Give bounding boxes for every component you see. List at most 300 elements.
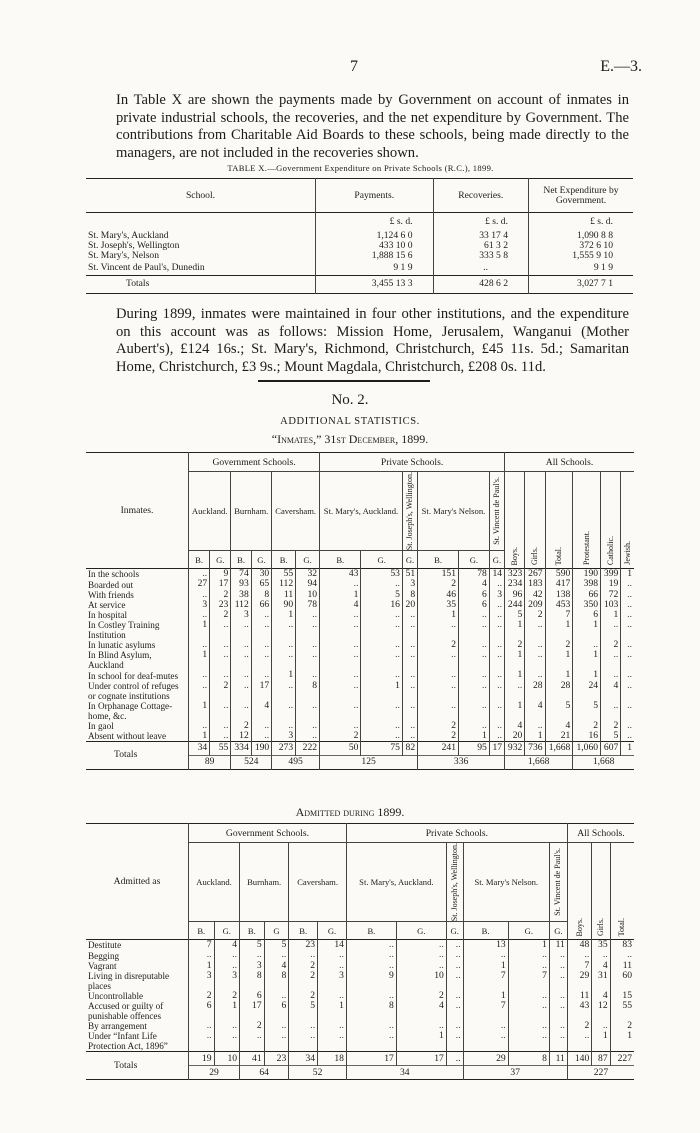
- cell-value: ..: [396, 1021, 446, 1031]
- school-header: Caversham.: [297, 877, 338, 888]
- row-label: Under “Infant Life Protection Act, 1896”: [88, 1031, 168, 1052]
- cell-value: ..: [346, 991, 396, 1001]
- cell-value: ..: [573, 640, 601, 650]
- sex-subheader: B.: [231, 551, 251, 569]
- cell-value: 3: [189, 600, 210, 610]
- cell-value: 3: [240, 961, 265, 971]
- cell-value: ..: [402, 650, 417, 670]
- cell-value: ..: [251, 620, 271, 640]
- cell-value: ..: [525, 640, 545, 650]
- cell-value: ..: [189, 721, 210, 731]
- cell-value: 7: [567, 961, 591, 971]
- sex-subheader: G.: [549, 922, 567, 940]
- cell-value: ..: [210, 670, 231, 680]
- cell-value: ..: [251, 650, 271, 670]
- cell-value: 2: [210, 610, 231, 620]
- cell-value: ..: [214, 961, 240, 971]
- totals-row: [86, 742, 634, 756]
- cell-value: 31: [592, 971, 610, 991]
- cell-value: ..: [264, 950, 289, 960]
- total-value: 17: [489, 742, 504, 756]
- table-row: [86, 721, 634, 731]
- cell-value: ..: [361, 731, 402, 742]
- sex-subheader: B.: [272, 551, 296, 569]
- cell-value: 35: [592, 940, 610, 951]
- cell-value: 78: [296, 600, 320, 610]
- school-name: St. Mary's, Nelson: [88, 249, 160, 261]
- row-label: Absent without leave: [88, 730, 167, 741]
- cell-value: 10: [396, 971, 446, 991]
- cell-value: 1: [610, 1031, 634, 1052]
- cell-value: 6: [264, 1001, 289, 1021]
- total-value: 50: [320, 742, 361, 756]
- cell-value: 27: [189, 579, 210, 589]
- total-value: 8: [508, 1052, 549, 1066]
- cell-value: 190: [573, 569, 601, 580]
- combined-total: 1,668: [505, 756, 573, 770]
- school-header: St. Mary's, Auckland.: [359, 877, 434, 888]
- cell-value: ..: [214, 1031, 240, 1052]
- cell-value: ..: [189, 950, 215, 960]
- group-private: Private Schools.: [346, 824, 567, 843]
- cell-value: ..: [446, 940, 463, 951]
- cell-value: 14: [318, 940, 347, 951]
- combined-total: 37: [463, 1066, 567, 1080]
- total-value: 29: [463, 1052, 508, 1066]
- cell-value: 8: [402, 590, 417, 600]
- cell-value: 28: [545, 681, 573, 701]
- total-value: ..: [446, 1052, 463, 1066]
- cell-value: ..: [396, 940, 446, 951]
- cell-value: ..: [402, 620, 417, 640]
- cell-value: 244: [505, 600, 525, 610]
- cell-value: ..: [210, 640, 231, 650]
- sex-subheader: B.: [189, 551, 210, 569]
- combined-total: 227: [567, 1066, 634, 1080]
- cell-value: 17: [251, 681, 271, 701]
- cell-value: ..: [402, 670, 417, 680]
- cell-value: ..: [320, 681, 361, 701]
- cell-value: 2: [289, 991, 318, 1001]
- cell-value: 398: [573, 579, 601, 589]
- cell-value: ..: [396, 961, 446, 971]
- cell-value: 42: [525, 590, 545, 600]
- table-row: [86, 261, 633, 275]
- cell-value: 48: [567, 940, 591, 951]
- cell-value: ..: [231, 650, 251, 670]
- row-label: In hospital: [88, 610, 128, 621]
- cell-value: ..: [272, 701, 296, 721]
- cell-value: 350: [573, 600, 601, 610]
- cell-value: ..: [592, 1021, 610, 1031]
- cell-value: ..: [610, 950, 634, 960]
- table-row: [86, 701, 634, 721]
- cell-value: 1: [573, 670, 601, 680]
- cell-value: 2: [567, 1021, 591, 1031]
- cell-value: 5: [505, 610, 525, 620]
- cell-value: ..: [320, 610, 361, 620]
- cell-value: ..: [264, 1021, 289, 1031]
- cell-value: ..: [320, 721, 361, 731]
- cell-value: ..: [446, 1031, 463, 1052]
- row-label: By arrangement: [88, 1021, 147, 1032]
- cell-value: ..: [463, 1021, 508, 1031]
- cell-value: 19: [601, 579, 621, 589]
- col-recoveries: Recoveries.: [433, 179, 528, 213]
- table-row: [86, 950, 634, 960]
- cell-value: ..: [418, 701, 459, 721]
- sex-subheader: G.: [508, 922, 549, 940]
- cell-value: 12: [592, 1001, 610, 1021]
- cell-value: ..: [320, 670, 361, 680]
- cell-value: 24: [573, 681, 601, 701]
- recoveries-value: 61 3 2: [433, 241, 528, 251]
- cell-value: ..: [346, 961, 396, 971]
- school-header: St. Vincent de Paul's.: [491, 477, 501, 545]
- cell-value: 1: [318, 1001, 347, 1021]
- all-subheader: Girls.: [529, 547, 539, 566]
- school-name: St. Vincent de Paul's, Dunedin: [88, 261, 205, 273]
- cell-value: ..: [320, 650, 361, 670]
- school-header: St. Mary's Nelson.: [421, 506, 486, 517]
- cell-value: ..: [296, 640, 320, 650]
- cell-value: ..: [189, 1031, 215, 1052]
- cell-value: 12: [231, 731, 251, 742]
- cell-value: ..: [459, 640, 490, 650]
- cell-value: 20: [505, 731, 525, 742]
- cell-value: ..: [459, 681, 490, 701]
- cell-value: 5: [289, 1001, 318, 1021]
- all-subheader: Catholic.: [605, 536, 615, 566]
- cell-value: ..: [361, 610, 402, 620]
- table-row: [86, 971, 634, 991]
- cell-value: 7: [463, 971, 508, 991]
- all-subheader: Boys.: [509, 546, 519, 566]
- combined-total: 52: [289, 1066, 347, 1080]
- cell-value: ..: [621, 681, 634, 701]
- net-total: 3,027 7 1: [529, 275, 634, 293]
- cell-value: ..: [402, 701, 417, 721]
- table-row: [86, 681, 634, 701]
- cell-value: 7: [545, 610, 573, 620]
- cell-value: ..: [446, 1021, 463, 1031]
- cell-value: ..: [508, 1031, 549, 1052]
- cell-value: 3: [402, 579, 417, 589]
- all-subheader: Jewish.: [622, 541, 632, 566]
- cell-value: ..: [621, 600, 634, 610]
- row-label: In the schools: [88, 569, 140, 580]
- row-label: In lunatic asylums: [88, 640, 156, 651]
- total-value: 19: [189, 1052, 215, 1066]
- cell-value: ..: [459, 701, 490, 721]
- cell-value: 151: [418, 569, 459, 580]
- totals-label: Totals: [114, 749, 138, 761]
- cell-value: 4: [251, 701, 271, 721]
- cell-value: 417: [545, 579, 573, 589]
- cell-value: 11: [567, 991, 591, 1001]
- cell-value: ..: [505, 681, 525, 701]
- cell-value: 17: [240, 1001, 265, 1021]
- table-row: [86, 1031, 634, 1052]
- cell-value: ..: [508, 1001, 549, 1021]
- cell-value: 453: [545, 600, 573, 610]
- cell-value: 1: [189, 731, 210, 742]
- cell-value: 1: [545, 650, 573, 670]
- sex-subheader: G: [264, 922, 289, 940]
- cell-value: 2: [289, 961, 318, 971]
- combined-total: 34: [346, 1066, 463, 1080]
- cell-value: ..: [508, 1021, 549, 1031]
- sex-subheader: G.: [489, 551, 504, 569]
- cell-value: 2: [231, 721, 251, 731]
- total-value: 75: [361, 742, 402, 756]
- cell-value: ..: [621, 721, 634, 731]
- cell-value: ..: [296, 620, 320, 640]
- cell-value: 1: [418, 610, 459, 620]
- school-name: St. Joseph's, Wellington: [88, 239, 180, 251]
- cell-value: ..: [508, 961, 549, 971]
- cell-value: 96: [505, 590, 525, 600]
- cell-value: 4: [601, 681, 621, 701]
- cell-value: 4: [459, 579, 490, 589]
- total-value: 17: [396, 1052, 446, 1066]
- total-value: 241: [418, 742, 459, 756]
- cell-value: ..: [489, 701, 504, 721]
- cell-value: 21: [545, 731, 573, 742]
- net-value: 9 1 9: [529, 261, 634, 275]
- all-subheader: Girls.: [595, 918, 605, 937]
- cell-value: 3: [272, 731, 296, 742]
- totals-row: [86, 1052, 634, 1066]
- cell-value: ..: [621, 731, 634, 742]
- cell-value: ..: [189, 681, 210, 701]
- cell-value: 234: [505, 579, 525, 589]
- cell-value: 2: [210, 681, 231, 701]
- cell-value: ..: [318, 991, 347, 1001]
- table-row: [86, 731, 634, 742]
- total-value: 11: [549, 1052, 567, 1066]
- cell-value: ..: [264, 1031, 289, 1052]
- cell-value: ..: [289, 1031, 318, 1052]
- cell-value: ..: [189, 569, 210, 580]
- cell-value: ..: [621, 620, 634, 640]
- section-divider: [258, 380, 430, 382]
- sex-subheader: G.: [296, 551, 320, 569]
- cell-value: 17: [210, 579, 231, 589]
- col-net: Net Expenditure by Government.: [529, 179, 634, 213]
- row-label: Destitute: [88, 940, 122, 951]
- cell-value: ..: [446, 991, 463, 1001]
- cell-value: 2: [505, 640, 525, 650]
- school-header: St. Mary's Nelson.: [474, 877, 539, 888]
- cell-value: 14: [489, 569, 504, 580]
- sex-subheader: G.: [396, 922, 446, 940]
- cell-value: ..: [214, 950, 240, 960]
- cell-value: 138: [545, 590, 573, 600]
- sex-subheader: G.: [251, 551, 271, 569]
- group-gov: Government Schools.: [189, 824, 347, 843]
- cell-value: 1: [463, 991, 508, 1001]
- cell-value: ..: [621, 640, 634, 650]
- cell-value: 53: [361, 569, 402, 580]
- cell-value: ..: [601, 701, 621, 721]
- total-value: 932: [505, 742, 525, 756]
- cell-value: ..: [601, 620, 621, 640]
- sex-subheader: B.: [418, 551, 459, 569]
- school-header: Burnham.: [234, 506, 269, 517]
- total-value: 1: [621, 742, 634, 756]
- cell-value: 2: [610, 1021, 634, 1031]
- inmates-caption: “Inmates,” 31st December, 1899.: [271, 432, 429, 446]
- row-label: Begging: [88, 950, 120, 961]
- cell-value: ..: [418, 620, 459, 640]
- school-header: Burnham.: [247, 877, 282, 888]
- cell-value: ..: [489, 640, 504, 650]
- cell-value: ..: [459, 670, 490, 680]
- table-row: [86, 251, 633, 261]
- cell-value: 6: [240, 991, 265, 1001]
- intro-text: In Table X are shown the payments made by Government on account of inmates in private industrial schools, the recoveries, and the net expenditure by Government. The contributions from Charitable Aid Boards to these schools, being made directly to the managers, are not included in the recoveries shown.: [116, 92, 629, 161]
- school-header: Auckland.: [196, 877, 232, 888]
- cell-value: ..: [549, 1001, 567, 1021]
- cell-value: ..: [296, 701, 320, 721]
- cell-value: ..: [189, 610, 210, 620]
- cell-value: ..: [621, 650, 634, 670]
- cell-value: ..: [459, 620, 490, 640]
- sex-subheader: B.: [320, 551, 361, 569]
- cell-value: ..: [567, 1031, 591, 1052]
- cell-value: ..: [459, 721, 490, 731]
- admitted-caption: Admitted during 1899.: [295, 805, 405, 819]
- cell-value: ..: [210, 620, 231, 640]
- cell-value: ..: [296, 610, 320, 620]
- table-row: [86, 1021, 634, 1031]
- cell-value: ..: [549, 1021, 567, 1031]
- row-label: Boarded out: [88, 579, 134, 590]
- cell-value: 78: [459, 569, 490, 580]
- cell-value: 1: [361, 681, 402, 701]
- combined-total: 336: [418, 756, 505, 770]
- cell-value: 1: [505, 701, 525, 721]
- payments-value: 9 1 9: [316, 261, 434, 275]
- cell-value: 8: [240, 971, 265, 991]
- cell-value: 32: [296, 569, 320, 580]
- school-header: St. Joseph's, Wellington.: [449, 843, 459, 922]
- cell-value: 5: [264, 940, 289, 951]
- cell-value: 2: [601, 640, 621, 650]
- cell-value: 323: [505, 569, 525, 580]
- school-header: Auckland.: [191, 506, 228, 517]
- cell-value: ..: [402, 640, 417, 650]
- cell-value: ..: [508, 991, 549, 1001]
- page-number: 7: [350, 58, 358, 75]
- cell-value: 83: [610, 940, 634, 951]
- cell-value: 38: [231, 590, 251, 600]
- cell-value: ..: [320, 620, 361, 640]
- table-row: [86, 991, 634, 1001]
- second-text: During 1899, inmates were maintained in four other institutions, and the expenditure on this account was as follows: Mission Home, Jerusalem, Wanganui (Mother Aubert's), £124 16s.; St. Mary's, Richmond, Christchurch, £45 11s. 5d.; Samaritan Home, Christchurch, £3 9s.; Mount Magdala, Christchurch, £208 0s. 11d.: [116, 306, 629, 375]
- cell-value: 2: [289, 971, 318, 991]
- table-row: [86, 640, 634, 650]
- cell-value: 1: [320, 590, 361, 600]
- cell-value: 4: [525, 701, 545, 721]
- all-subheader: Total.: [553, 546, 563, 566]
- recoveries-value: ..: [433, 261, 528, 275]
- cell-value: 7: [508, 971, 549, 991]
- combined-total: 495: [272, 756, 320, 770]
- cell-value: 5: [361, 590, 402, 600]
- cell-value: ..: [318, 961, 347, 971]
- row-label: In Orphanage Cottage-home, &c.: [88, 700, 173, 721]
- cell-value: ..: [489, 610, 504, 620]
- cell-value: 6: [189, 1001, 215, 1021]
- cell-value: ..: [272, 640, 296, 650]
- cell-value: ..: [459, 610, 490, 620]
- cell-value: 4: [505, 721, 525, 731]
- table-x: [86, 178, 633, 294]
- payments-value: 433 10 0: [316, 241, 434, 251]
- total-value: 273: [272, 742, 296, 756]
- sex-subheader: G.: [361, 551, 402, 569]
- sex-subheader: G.: [318, 922, 347, 940]
- cell-value: 1: [189, 620, 210, 640]
- cell-value: 74: [231, 569, 251, 580]
- row-header: Inmates.: [120, 505, 154, 517]
- cell-value: 6: [459, 590, 490, 600]
- cell-value: 3: [231, 610, 251, 620]
- cell-value: 4: [214, 940, 240, 951]
- cell-value: 2: [214, 991, 240, 1001]
- cell-value: 4: [592, 961, 610, 971]
- cell-value: ..: [621, 610, 634, 620]
- recoveries-total: 428 6 2: [433, 275, 528, 293]
- school-header: St. Joseph's, Wellington.: [405, 472, 415, 551]
- cell-value: ..: [525, 650, 545, 670]
- cell-value: ..: [418, 670, 459, 680]
- row-label: Under control of refuges or cognate institutions: [88, 680, 179, 701]
- cell-value: 28: [525, 681, 545, 701]
- cell-value: ..: [320, 701, 361, 721]
- school-name: St. Mary's, Auckland: [88, 229, 169, 241]
- cell-value: ..: [231, 701, 251, 721]
- section-subtitle: ADDITIONAL STATISTICS.: [280, 416, 420, 427]
- total-value: 10: [214, 1052, 240, 1066]
- cell-value: ..: [289, 950, 318, 960]
- cell-value: ..: [296, 731, 320, 742]
- all-subheader: Total.: [617, 917, 627, 937]
- cell-value: 11: [610, 961, 634, 971]
- total-value: 1,060: [573, 742, 601, 756]
- cell-value: ..: [240, 950, 265, 960]
- cell-value: 5: [573, 701, 601, 721]
- sex-subheader: G.: [459, 551, 490, 569]
- cell-value: 3: [318, 971, 347, 991]
- total-value: 1,668: [545, 742, 573, 756]
- cell-value: 5: [240, 940, 265, 951]
- sex-subheader: B.: [289, 922, 318, 940]
- cell-value: ..: [459, 650, 490, 670]
- total-value: 140: [567, 1052, 591, 1066]
- cell-value: ..: [231, 640, 251, 650]
- cell-value: ..: [210, 731, 231, 742]
- cell-value: 1: [525, 731, 545, 742]
- cell-value: 15: [610, 991, 634, 1001]
- totals-label: Totals: [126, 278, 150, 289]
- cell-value: 1: [189, 650, 210, 670]
- cell-value: ..: [296, 670, 320, 680]
- row-label: With friends: [88, 589, 134, 600]
- total-value: 34: [189, 742, 210, 756]
